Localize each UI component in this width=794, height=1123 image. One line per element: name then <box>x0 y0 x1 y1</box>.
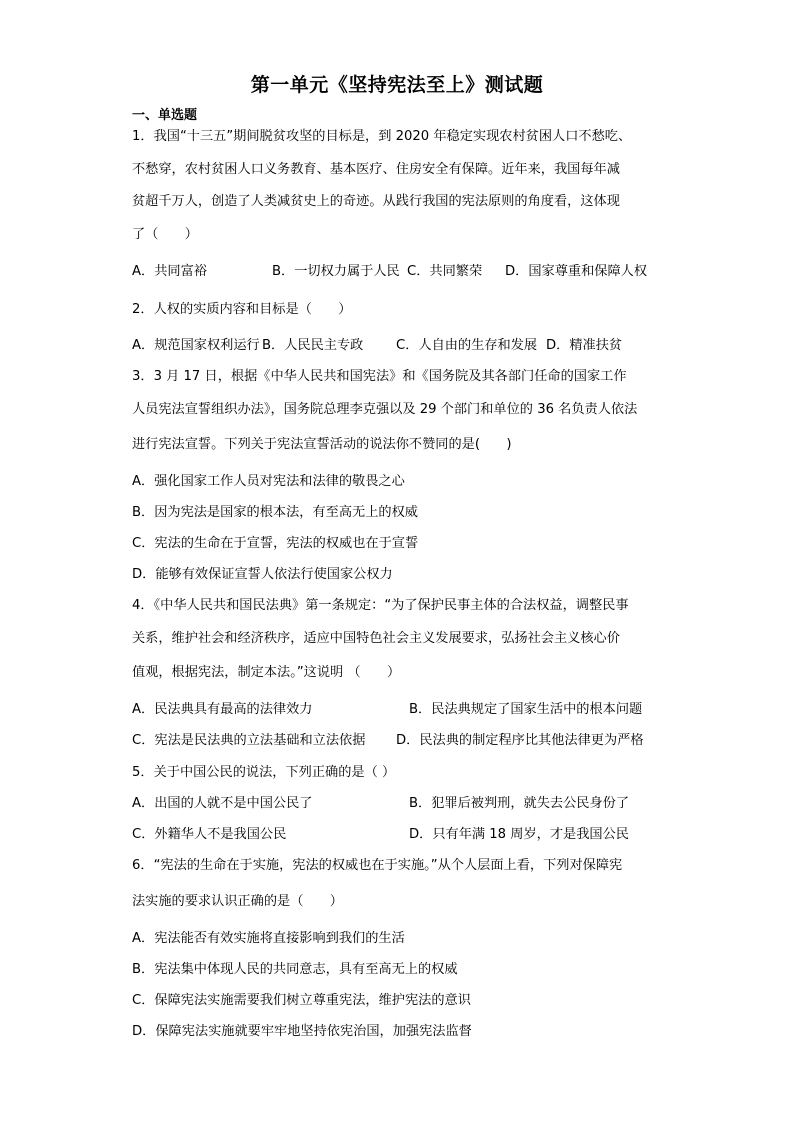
q4-option-c: C．宪法是民法典的立法基础和立法依据 <box>132 733 366 748</box>
q6-option-d: D．保障宪法实施就要牢牢地坚持依宪治国，加强宪法监督 <box>132 1024 472 1039</box>
q3-option-c: C．宪法的生命在于宣誓，宪法的权威也在于宣誓 <box>132 536 419 551</box>
q2-option-d: D．精准扶贫 <box>546 338 623 353</box>
q1-option-b: B．一切权力属于人民 <box>272 264 400 279</box>
q3-option-d: D．能够有效保证宣誓人依法行使国家公权力 <box>132 567 393 582</box>
q5-option-b: B．犯罪后被判刑，就失去公民身份了 <box>409 796 630 811</box>
q2-option-c: C．人自由的生存和发展 <box>396 338 538 353</box>
q4-stem-line: 关系，维护社会和经济秩序，适应中国特色社会主义发展要求，弘扬社会主义核心价 <box>132 631 620 646</box>
q2-stem-line: 2．人权的实质内容和目标是（ ） <box>132 302 352 317</box>
q4-stem-line: 值观，根据宪法，制定本法。”这说明 （ ） <box>132 665 401 680</box>
q1-option-a: A．共同富裕 <box>132 264 207 279</box>
q6-stem-line: 法实施的要求认识正确的是（ ） <box>132 894 343 909</box>
q1-stem-line: 1．我国“十三五”期间脱贫攻坚的目标是，到 2020 年稳定实现农村贫困人口不愁吃、 <box>132 129 632 144</box>
q1-stem-line: 了（ ） <box>132 227 198 242</box>
q2-option-b: B．人民民主专政 <box>262 338 364 353</box>
q4-option-d: D．民法典的制定程序比其他法律更为严格 <box>396 733 644 748</box>
q4-option-a: A．民法典具有最高的法律效力 <box>132 702 313 717</box>
q3-stem-line: 3．3 月 17 日，根据《中华人民共和国宪法》和《国务院及其各部门任命的国家工作 <box>132 369 627 384</box>
q4-stem-line: 4．《中华人民共和国民法典》第一条规定：“为了保护民事主体的合法权益，调整民事 <box>132 598 629 613</box>
q6-option-b: B．宪法集中体现人民的共同意志，具有至高无上的权威 <box>132 962 458 977</box>
q5-option-a: A．出国的人就不是中国公民了 <box>132 796 313 811</box>
q1-stem-line: 贫超千万人，创造了人类减贫史上的奇迹。从践行我国的宪法原则的角度看，这体现 <box>132 194 620 209</box>
q1-option-d: D．国家尊重和保障人权 <box>505 264 648 279</box>
section-heading: 一、单选题 <box>132 108 198 123</box>
q5-option-c: C．外籍华人不是我国公民 <box>132 827 287 842</box>
q6-option-a: A．宪法能否有效实施将直接影响到我们的生活 <box>132 931 405 946</box>
q6-stem-line: 6．“宪法的生命在于实施，宪法的权威也在于实施。”从个人层面上看，下列对保障宪 <box>132 858 623 873</box>
q5-option-d: D．只有年满 18 周岁，才是我国公民 <box>409 827 629 842</box>
q4-option-b: B．民法典规定了国家生活中的根本问题 <box>409 702 643 717</box>
q6-option-c: C．保障宪法实施需要我们树立尊重宪法，维护宪法的意识 <box>132 993 471 1008</box>
q1-option-c: C．共同繁荣 <box>407 264 483 279</box>
q5-stem-line: 5．关于中国公民的说法，下列正确的是（ ） <box>132 765 396 780</box>
q2-option-a: A．规范国家权利运行 <box>132 338 260 353</box>
page-title: 第一单元《坚持宪法至上》测试题 <box>250 74 544 96</box>
q3-option-b: B．因为宪法是国家的根本法，有至高无上的权威 <box>132 505 418 520</box>
q3-stem-line: 人员宪法宣誓组织办法》，国务院总理李克强以及 29 个部门和单位的 36 名负责人依法 <box>132 402 638 417</box>
q3-stem-line: 进行宪法宣誓。下列关于宪法宣誓活动的说法你不赞同的是( ) <box>132 437 512 452</box>
q3-option-a: A．强化国家工作人员对宪法和法律的敬畏之心 <box>132 474 405 489</box>
q1-stem-line: 不愁穿，农村贫困人口义务教育、基本医疗、住房安全有保障。近年来，我国每年减 <box>132 162 620 177</box>
